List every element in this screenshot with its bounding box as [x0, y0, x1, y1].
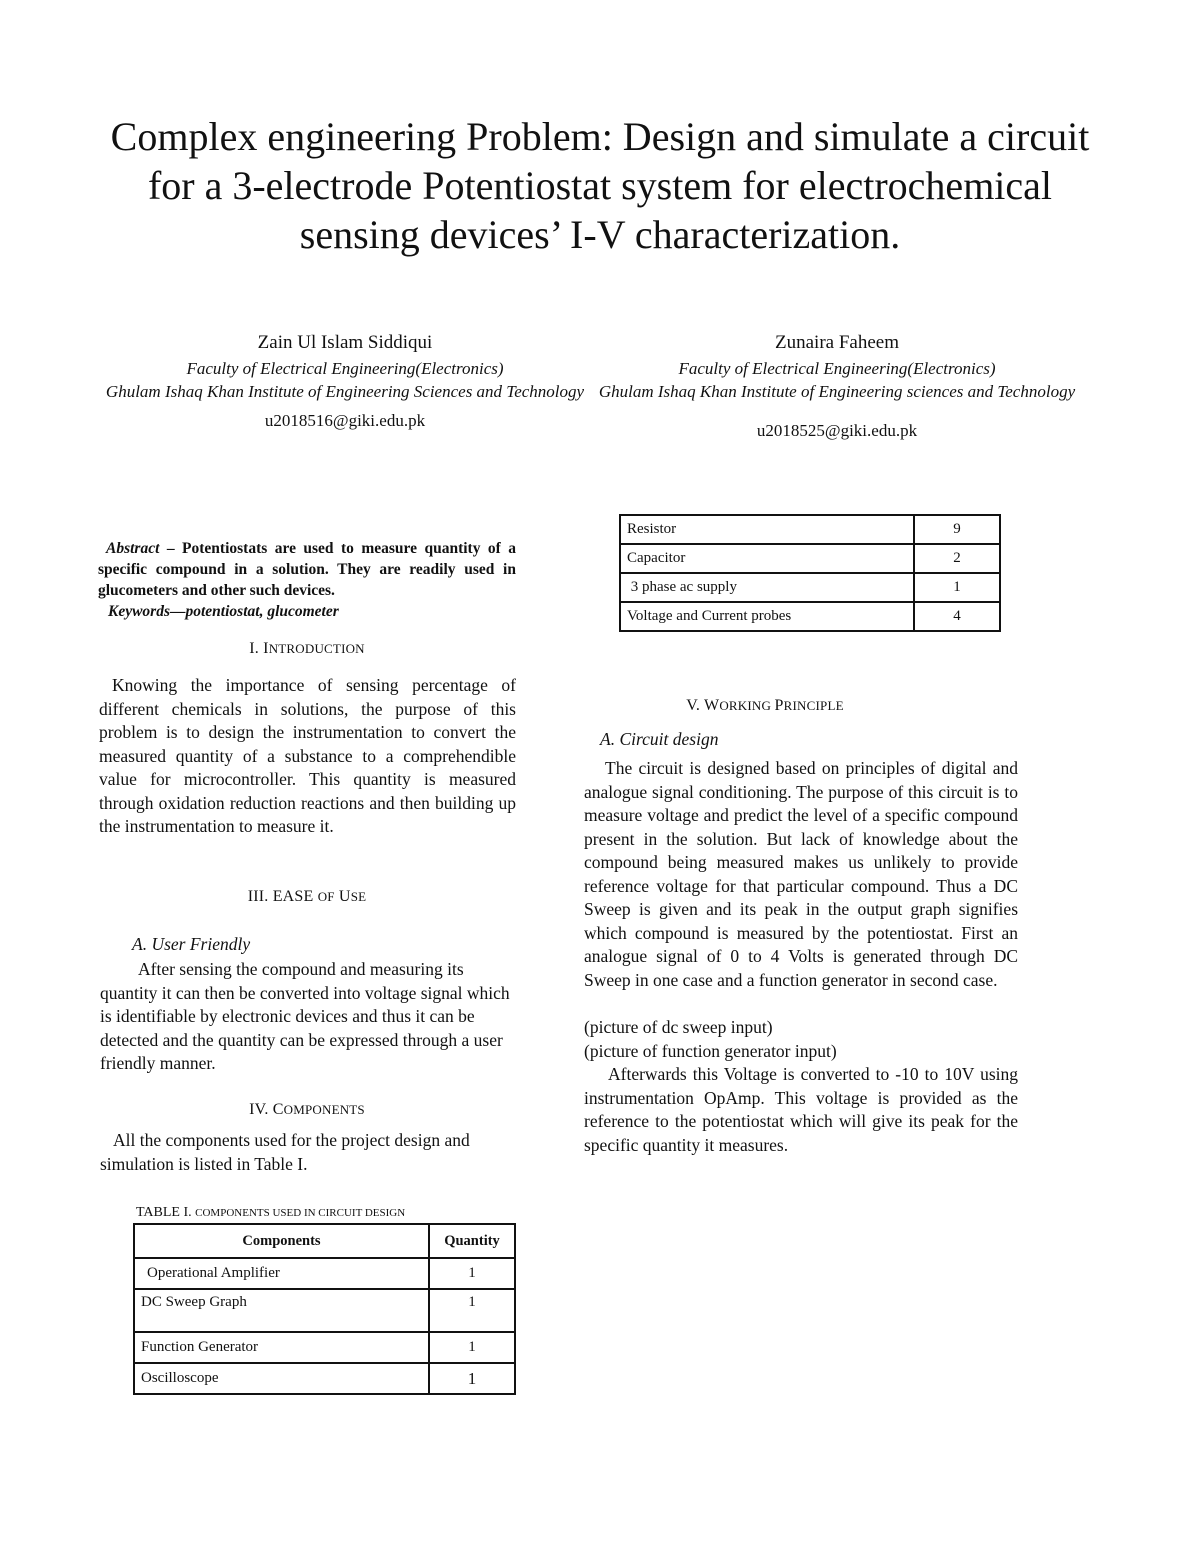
table-row — [134, 1332, 515, 1363]
table-cell: 3 phase ac supply — [620, 573, 914, 602]
author-name: Zunaira Faheem — [775, 332, 899, 353]
table-cell: Function Generator — [134, 1332, 429, 1363]
table-cell: 1 — [914, 573, 1000, 602]
table-row — [620, 515, 1000, 544]
abstract-label: Abstract — [106, 540, 160, 557]
table-header-cell: Quantity — [429, 1224, 515, 1258]
author-institute: Ghulam Ishaq Khan Institute of Engineering sciences and Technology — [598, 382, 1076, 401]
table-cell: Voltage and Current probes — [620, 602, 914, 631]
author-block-2 — [587, 331, 1087, 443]
table-cell: 4 — [914, 602, 1000, 631]
keywords: Keywords—potentiostat, glucometer — [108, 603, 339, 620]
author-email: u2018516@giki.edu.pk — [264, 411, 426, 430]
section-heading-components: IV. COMPONENTS — [249, 1101, 365, 1118]
table-cell: DC Sweep Graph — [134, 1289, 429, 1332]
table-row — [620, 573, 1000, 602]
author-email: u2018525@giki.edu.pk — [756, 421, 918, 440]
table-caption: TABLE I. COMPONENTS USED IN CIRCUIT DESIGN — [136, 1205, 406, 1220]
table-row — [134, 1363, 515, 1394]
subsection-heading-circuit-design: A. Circuit design — [600, 729, 719, 749]
table-cell: Oscilloscope — [134, 1363, 429, 1394]
table-cell: 1 — [429, 1289, 515, 1332]
section-heading-working-principle: V. WORKING PRINCIPLE — [686, 697, 844, 714]
table-cell: Resistor — [620, 515, 914, 544]
table-row — [620, 544, 1000, 573]
author-name: Zain Ul Islam Siddiqui — [257, 332, 433, 353]
subsection-heading-user-friendly: A. User Friendly — [132, 934, 251, 954]
author-faculty: Faculty of Electrical Engineering(Electronics) — [678, 359, 996, 378]
table-cell: Capacitor — [620, 544, 914, 573]
parts-table — [619, 514, 1001, 632]
ease-of-use-paragraph: After sensing the compound and measuring its quantity it can then be converted into voltage signal which is identifiable by electronic devices and thus it can be detected and the quantity can be expressed through a user friendly manner. — [100, 959, 510, 1073]
abstract-text: Potentiostats are used to measure quantity of a specific compound in a solution. They are readily used in glucometers and other such devices. — [98, 540, 516, 599]
components-table — [133, 1223, 516, 1395]
table-row — [134, 1289, 515, 1332]
abstract — [98, 538, 516, 622]
function-generator-picture-placeholder: (picture of function generator input) — [584, 1041, 837, 1061]
table-header-row — [134, 1224, 515, 1258]
paper-title: Complex engineering Problem: Design and simulate a circuit for a 3-electrode Potentiostat system for electrochemical sensing devices’ I-V characterization. — [110, 114, 1090, 257]
table-cell: 9 — [914, 515, 1000, 544]
table-row — [134, 1258, 515, 1289]
table-cell: 1 — [429, 1363, 515, 1394]
table-header-cell: Components — [134, 1224, 429, 1258]
introduction-paragraph: Knowing the importance of sensing percentage of different chemicals in solutions, the purpose of this problem is to design the instrumentation to convert the measured quantity of a substance to a comprehendible value for microcontroller. This quantity is measured through oxidation reduction reactions and then building up the instrumentation to measure it. — [99, 675, 516, 836]
author-institute: Ghulam Ishaq Khan Institute of Engineering Sciences and Technology — [105, 382, 585, 401]
table-cell: Operational Amplifier — [134, 1258, 429, 1289]
working-principle-paragraph: The circuit is designed based on principles of digital and analogue signal conditioning. The purpose of this circuit is to measure voltage and predict the level of a specific compound present in the solution. But lack of knowledge about the compound being measured makes us unlikely to provide reference voltage for that particular compound. Thus a DC Sweep is given and its peak in the output graph signifies which compound is measured by the potentiostat. First an analogue signal of 0 to 4 Volts is generated through DC Sweep in one case and a function generator in second case. — [584, 758, 1018, 990]
table-cell: 1 — [429, 1258, 515, 1289]
dc-sweep-picture-placeholder: (picture of dc sweep input) — [584, 1017, 773, 1037]
table-cell: 2 — [914, 544, 1000, 573]
table-row — [620, 602, 1000, 631]
afterwards-paragraph: Afterwards this Voltage is converted to -10 to 10V using instrumentation OpAmp. This voltage is provided as the reference to the potentiostat which will give its peak for the specific quantity it measures. — [584, 1064, 1018, 1155]
author-block-1 — [95, 331, 595, 433]
abstract-dash: – — [159, 540, 183, 557]
author-faculty: Faculty of Electrical Engineering(Electronics) — [186, 359, 504, 378]
table-cell: 1 — [429, 1332, 515, 1363]
components-paragraph: All the components used for the project design and simulation is listed in Table I. — [100, 1130, 470, 1174]
section-heading-ease-of-use: III. EASE OF USE — [247, 888, 367, 905]
section-heading-introduction: I. INTRODUCTION — [249, 640, 365, 657]
